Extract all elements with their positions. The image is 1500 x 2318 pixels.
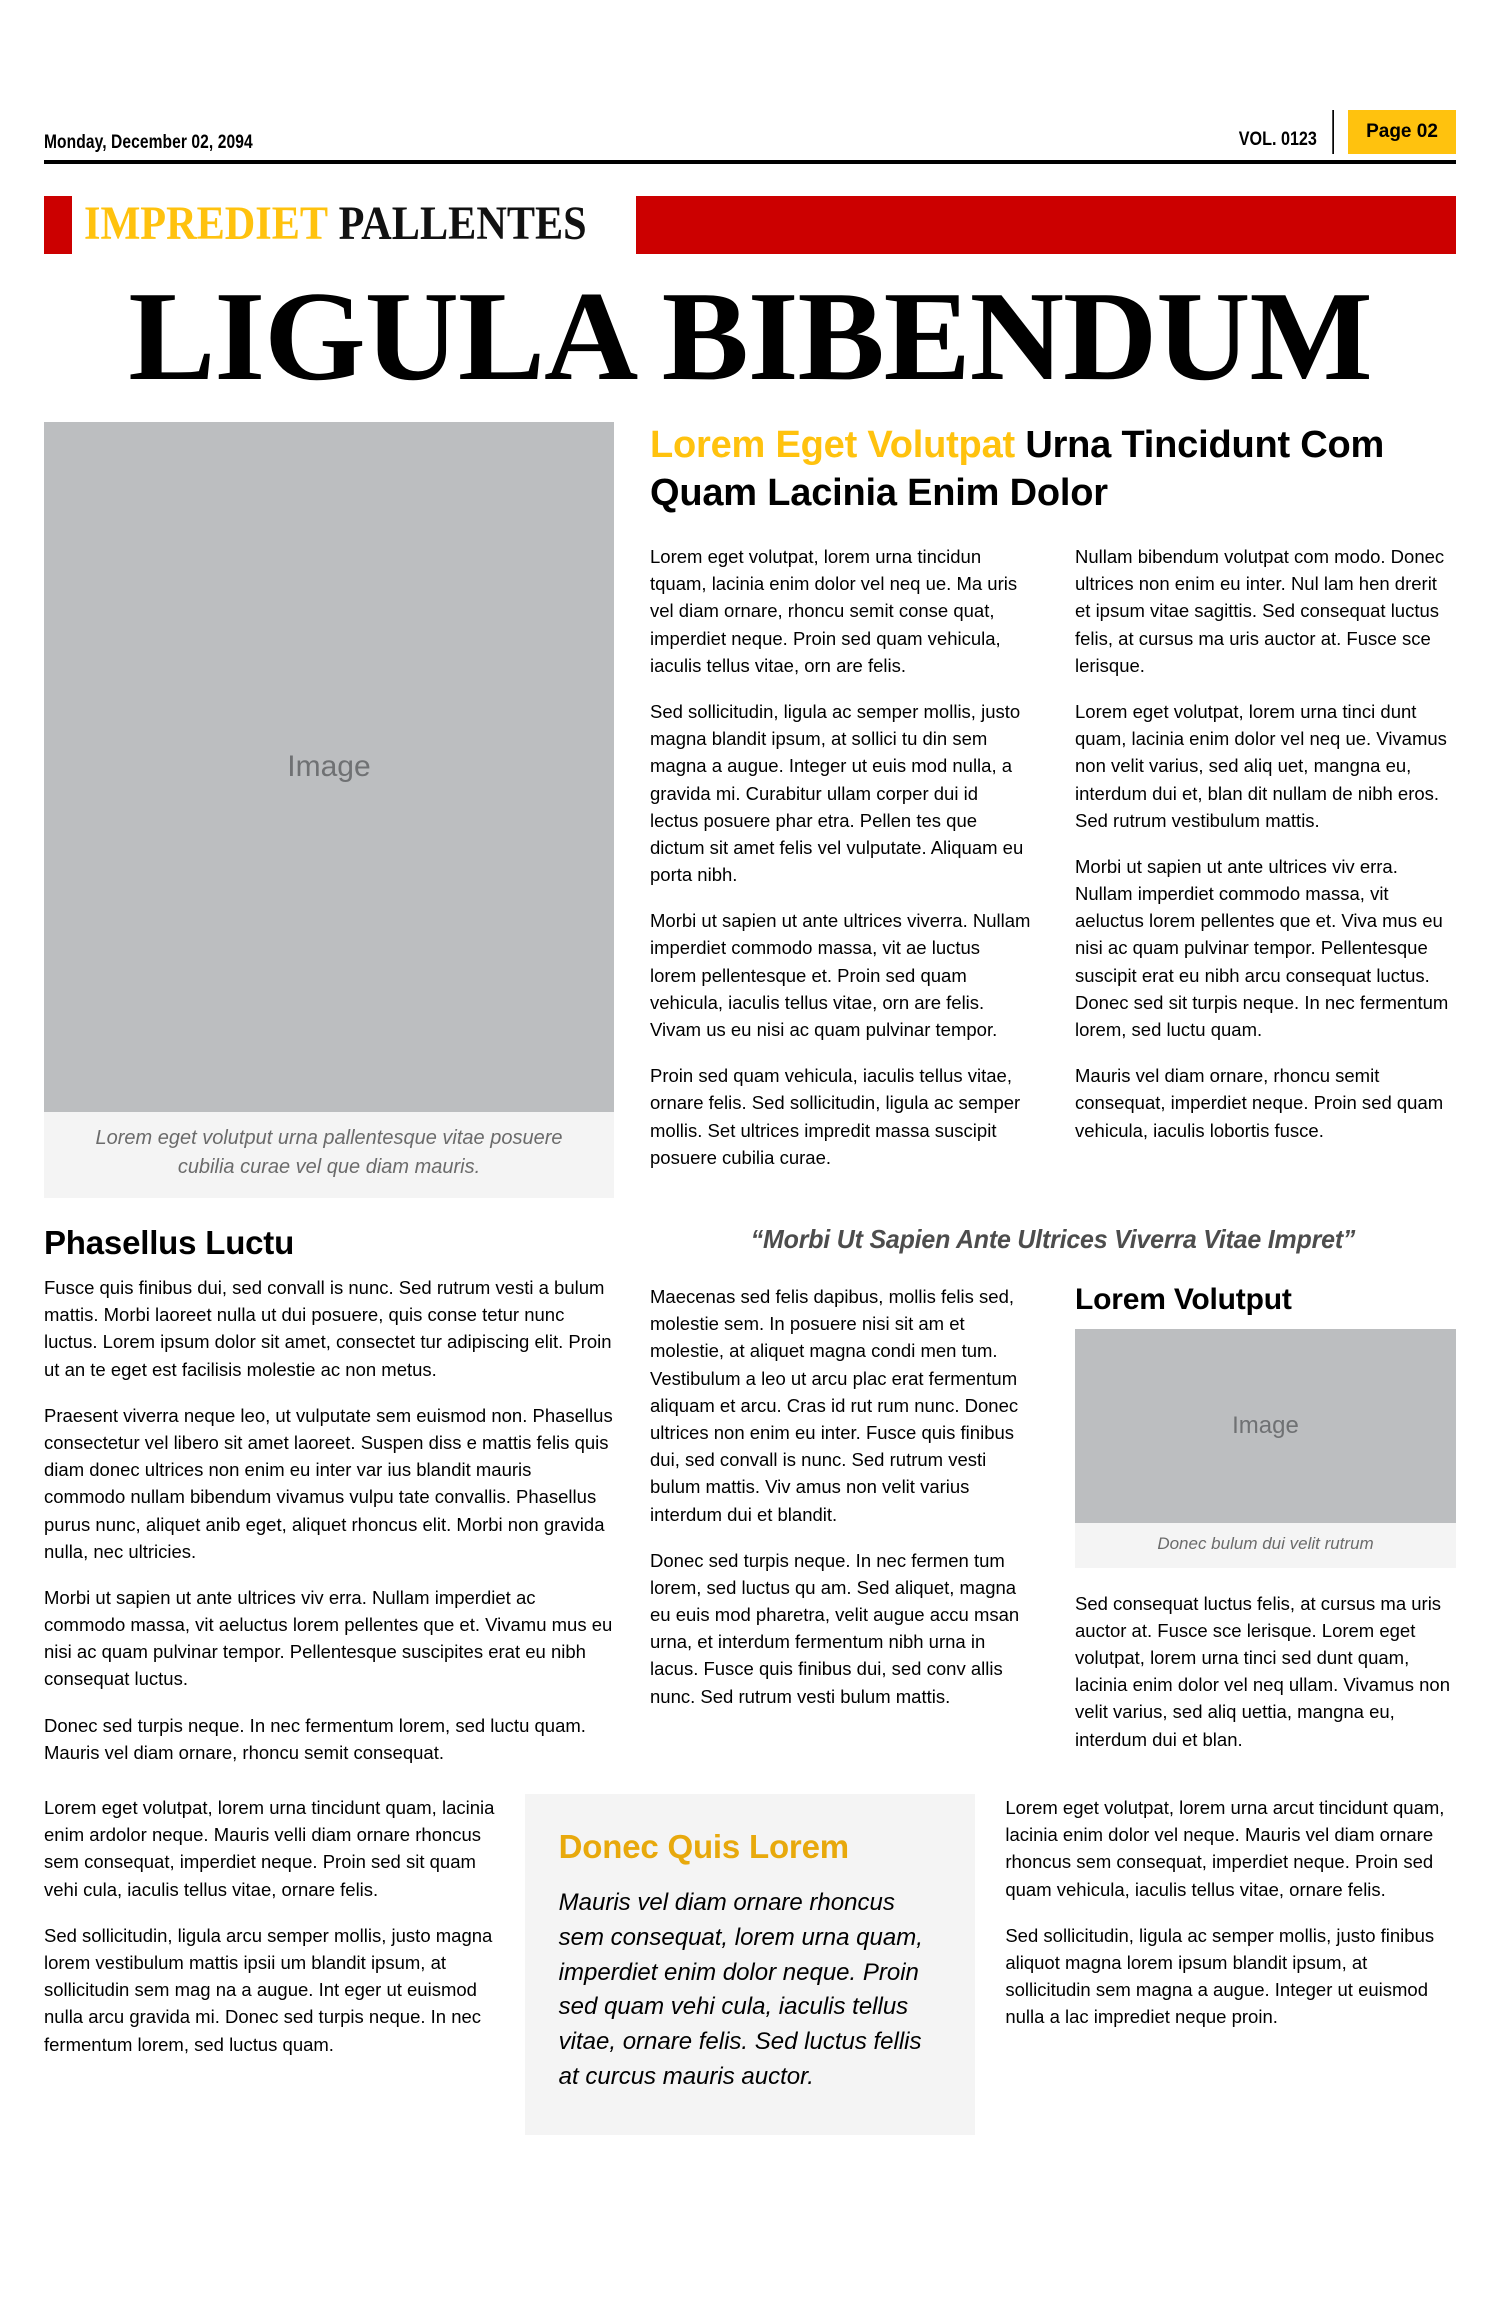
lead-headline-rest: Urna Tincidunt Com Quam Lacinia Enim Dolor bbox=[650, 424, 1385, 514]
secondary-stories bbox=[44, 1224, 1456, 1766]
paragraph: Morbi ut sapien ut ante ultrices viverra. Nullam imperdiet commodo massa, vit ae luctus lorem pellentesque et. Proin sed quam vehicula, iaculis tellus vitae, orn are felis. Vivam us eu nisi ac quam pulvinar tempor. bbox=[650, 910, 1031, 1040]
volutput-heading: Lorem Volutput bbox=[1075, 1283, 1292, 1316]
paragraph: Morbi ut sapien ut ante ultrices viv erra. Nullam imperdiet commodo massa, vit aeluctus lorem pellentes que et. Viva mus eu nisi ac quam pulvinar tempor. Pellentesque suscipit erat eu nibh arcu consequat luctus. Donec sed sit turpis neque. In nec fermentum lorem, sed luctu quam. bbox=[1075, 855, 1449, 1040]
bottom-left-column bbox=[44, 1794, 495, 2058]
lead-headline-accent: Lorem Eget Volutpat bbox=[650, 424, 1015, 466]
masthead-title-rest: PALLENTES bbox=[338, 197, 587, 250]
paragraph: Donec sed turpis neque. In nec fermentum lorem, sed luctu quam. Mauris vel diam ornare, rhoncu semit consequat. bbox=[44, 1714, 586, 1763]
paragraph: Donec sed turpis neque. In nec fermen tum lorem, sed luctus qu am. Sed aliquet, magna eu euis mod pharetra, velit augue accu msan urna, et interdum fermentum nibh urna in lacus. Fusce quis finibus dui, sed conv allis nunc. Sed rutrum vesti bulum mattis. bbox=[650, 1549, 1020, 1707]
paragraph: Fusce quis finibus dui, sed convall is nunc. Sed rutrum vesti a bulum mattis. Morbi laoreet nulla ut dui posuere, quis conse tetur nunc luctus. Lorem ipsum dolor sit amet, consectet tur adipiscing elit. Proin ut an te eget est facilisis molestie ac non metus. bbox=[44, 1277, 612, 1380]
pull-quote: “Morbi Ut Sapien Ante Ultrices Viverra Vitae Impret” bbox=[750, 1224, 1356, 1254]
volutput-article bbox=[1075, 1283, 1456, 1753]
secondary-columns bbox=[650, 1283, 1456, 1753]
quote-box-title: Donec Quis Lorem bbox=[558, 1828, 849, 1865]
paragraph: Lorem eget volutpat, lorem urna tinci dunt quam, lacinia enim dolor vel neq ue. Vivamus non velit varius, sed aliq uet, mangna eu, interdum dui et, blan dit nullam de nibh eros. Sed rutrum vestibulum mattis. bbox=[1075, 700, 1447, 831]
lead-column-1 bbox=[650, 543, 1031, 1171]
paragraph: Lorem eget volutpat, lorem urna arcut tincidunt quam, lacinia enim dolor vel neque. Mauris vel diam ornare rhoncus sem consequat, imperdiet neque. Proin sed quam vehicula, iaculis tellus vitae, ornare felis. bbox=[1005, 1797, 1445, 1900]
lead-image-placeholder: Image bbox=[44, 422, 614, 1112]
quote-box-text: Mauris vel diam ornare rhoncus sem consequat, lorem urna quam, imperdiet enim dolor neque. Proin sed quam vehi cula, iaculis tellus vitae, ornare felis. Sed luctus fellis at curcus mauris auctor. bbox=[558, 1889, 923, 2090]
masthead-title bbox=[84, 194, 595, 254]
mid-column bbox=[650, 1283, 1031, 1753]
pullquote-section bbox=[650, 1224, 1456, 1766]
volutput-image-caption: Donec bulum dui velit rutrum bbox=[1075, 1523, 1456, 1568]
quote-box bbox=[525, 1794, 976, 2135]
paragraph: Nullam bibendum volutpat com modo. Donec ultrices non enim eu inter. Nul lam hen drerit et ipsum vitae sagittis. Sed consequat luctus felis, at cursus ma uris auctor at. Fusce sce lerisque. bbox=[1075, 546, 1445, 676]
paragraph: Sed sollicitudin, ligula ac semper mollis, justo magna blandit ipsum, at sollici tu din sem magna a augue. Integer ut euis mod nulla, a gravida mi. Curabitur ullam corper dui id lectus posuere phar etra. Pellen tes que dictum sit amet felis vel vulputate. Aliquam eu porta nibh. bbox=[650, 700, 1024, 886]
bottom-right-column bbox=[1005, 1794, 1456, 2031]
page-topbar bbox=[44, 0, 1456, 164]
page-number-badge: Page 02 bbox=[1348, 110, 1456, 154]
paragraph: Sed consequat luctus felis, at cursus ma uris auctor at. Fusce sce lerisque. Lorem eget volutpat, lorem urna tinci sed dunt quam, lacinia enim dolor vel neq ullam. Vivamus non velit varius, sed aliq uettia, mangna eu, interdum dui et blan. bbox=[1075, 1592, 1450, 1750]
paragraph: Praesent viverra neque leo, ut vulputate sem euismod non. Phasellus consectetur vel libero sit amet laoreet. Suspen diss e mattis felis quis diam donec ultrices non enim eu inter var ius blandit mauris commodo nullam bibendum vivamus vulpu tate convallis. Phasellus purus nunc, aliquet anib eget, aliquet rhoncus elit. Morbi non gravida nulla, nec ultricies. bbox=[44, 1404, 613, 1562]
lead-story bbox=[44, 422, 1456, 1198]
bottom-stories bbox=[44, 1794, 1456, 2135]
masthead-red-accent-bar bbox=[44, 196, 72, 254]
phasellus-heading: Phasellus Luctu bbox=[44, 1224, 295, 1261]
paragraph: Mauris vel diam ornare, rhoncu semit consequat, imperdiet neque. Proin sed quam vehicula, iaculis lobortis fusce. bbox=[1075, 1065, 1444, 1141]
bottom-quote-box bbox=[525, 1794, 976, 2135]
paragraph: Sed sollicitudin, ligula ac semper mollis, justo finibus aliquot magna lorem ipsum blandit ipsum, at sollicitudin sem magna a augue. Integer ut euismod nulla a lac imprediet neque proin. bbox=[1005, 1924, 1435, 2028]
masthead bbox=[44, 196, 1456, 254]
phasellus-article bbox=[44, 1224, 614, 1766]
volume-label: VOL. 0123 bbox=[1239, 110, 1334, 154]
masthead-red-band bbox=[636, 196, 1456, 254]
lead-column-2 bbox=[1075, 543, 1456, 1171]
topbar-right-group bbox=[1222, 110, 1456, 154]
page-title: LIGULA BIBENDUM bbox=[128, 265, 1372, 407]
masthead-title-accent: IMPREDIET bbox=[84, 197, 329, 250]
lead-headline bbox=[650, 422, 1456, 517]
lead-image-caption: Lorem eget volutput urna pallentesque vitae posuere cubilia curae vel que diam mauris. bbox=[44, 1112, 614, 1198]
paragraph: Proin sed quam vehicula, iaculis tellus vitae, ornare felis. Sed sollicitudin, ligula ac semper mollis. Set ultrices impredit massa suscipit posuere cubilia curae. bbox=[650, 1065, 1021, 1168]
paragraph: Sed sollicitudin, ligula arcu semper mollis, justo magna lorem vestibulum mattis ipsii um blandit ipsum, at sollicitudin sem mag na a augue. Int eger ut euismod nulla arcu gravida mi. Donec sed turpis neque. In nec fermentum lorem, sed luctus quam. bbox=[44, 1924, 493, 2055]
paragraph: Lorem eget volutpat, lorem urna tincidun tquam, lacinia enim dolor vel neq ue. Ma uris vel diam ornare, rhoncu semit conse quat, imperdiet neque. Proin sed quam vehicula, iaculis tellus vitae, orn are felis. bbox=[650, 546, 1018, 676]
lead-figure bbox=[44, 422, 614, 1198]
paragraph: Lorem eget volutpat, lorem urna tincidunt quam, lacinia enim ardolor neque. Mauris velli diam ornare rhoncus sem consequat, imperdiet neque. Proin sed sit quam vehi cula, iaculis tellus vitae, ornare felis. bbox=[44, 1797, 495, 1900]
paragraph: Morbi ut sapien ut ante ultrices viv erra. Nullam imperdiet ac commodo massa, vit aeluctus lorem pellentes que et. Vivamu mus eu nisi ac quam pulvinar tempor. Pellentesque suscipites erat eu nibh consequat luctus. bbox=[44, 1586, 613, 1690]
publication-date: Monday, December 02, 2094 bbox=[44, 132, 253, 153]
lead-columns bbox=[650, 543, 1456, 1171]
lead-text bbox=[650, 422, 1456, 1198]
volutput-image-placeholder: Image bbox=[1075, 1329, 1456, 1523]
paragraph: Maecenas sed felis dapibus, mollis felis sed, molestie sem. In posuere nisi sit am et molestie, at aliquet magna condi men tum. Vestibulum a leo ut arcu plac erat fermentum aliquam et arcu. Cras id rut rum nunc. Donec ultrices non enim eu inter. Fusce quis finibus dui, sed convall is nunc. Sed rutrum vesti bulum mattis. Viv amus non velit varius interdum dui et blandit. bbox=[650, 1286, 1019, 1525]
